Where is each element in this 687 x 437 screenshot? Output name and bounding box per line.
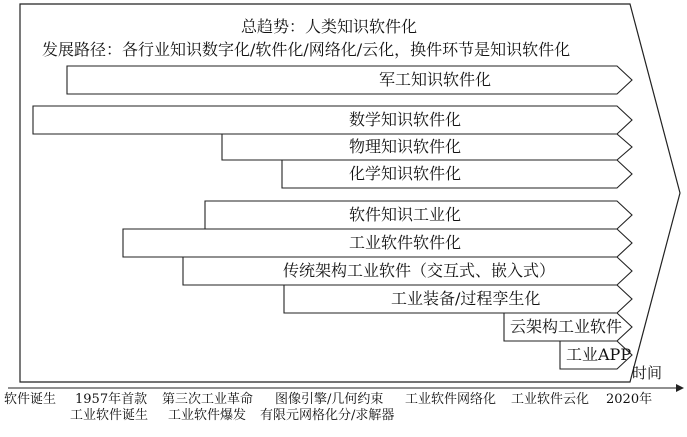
band-label-math: 数学知识软件化 bbox=[349, 110, 462, 129]
time-axis-label: 时间 bbox=[632, 364, 663, 382]
band-label-chemistry: 化学知识软件化 bbox=[349, 164, 462, 183]
milestone-software-birth: 软件诞生 bbox=[4, 392, 57, 407]
development-path-text: 发展路径：各行业知识数字化/软件化/网络化/云化，换件环节是知识软件化 bbox=[42, 40, 571, 59]
band-arrow-math bbox=[33, 106, 632, 134]
milestone-networked-software: 工业软件网络化 bbox=[405, 392, 497, 407]
milestone-cloud-software: 工业软件云化 bbox=[511, 392, 590, 407]
time-axis-arrowhead bbox=[676, 384, 684, 392]
band-label-cloud-architecture: 云架构工业软件 bbox=[510, 317, 623, 336]
milestone-graphics-engine: 图像引擎/几何约束 bbox=[275, 392, 384, 407]
band-label-industrial-software: 工业软件软件化 bbox=[349, 233, 462, 252]
band-label-knowledge-industrialization: 软件知识工业化 bbox=[349, 205, 462, 224]
band-arrow-military bbox=[67, 66, 632, 94]
milestone-2020: 2020年 bbox=[606, 392, 653, 407]
band-label-industrial-app: 工业APP bbox=[566, 345, 632, 364]
milestone-fem-solver: 有限元网格化分/求解器 bbox=[260, 408, 395, 423]
milestone-industrial-software-boom: 工业软件爆发 bbox=[168, 408, 247, 423]
band-label-traditional-architecture: 传统架构工业软件（交互式、嵌入式） bbox=[283, 261, 556, 280]
band-label-digital-twin: 工业装备/过程孪生化 bbox=[391, 289, 541, 308]
milestone-industrial-software-birth: 工业软件诞生 bbox=[70, 408, 149, 423]
band-label-military: 军工知识软件化 bbox=[379, 70, 492, 89]
overall-trend-title: 总趋势：人类知识软件化 bbox=[241, 17, 418, 36]
band-label-physics: 物理知识软件化 bbox=[349, 137, 462, 156]
milestone-1957-first: 1957年首款 bbox=[75, 392, 148, 407]
milestone-third-industrial-revolution: 第三次工业革命 bbox=[162, 392, 254, 407]
